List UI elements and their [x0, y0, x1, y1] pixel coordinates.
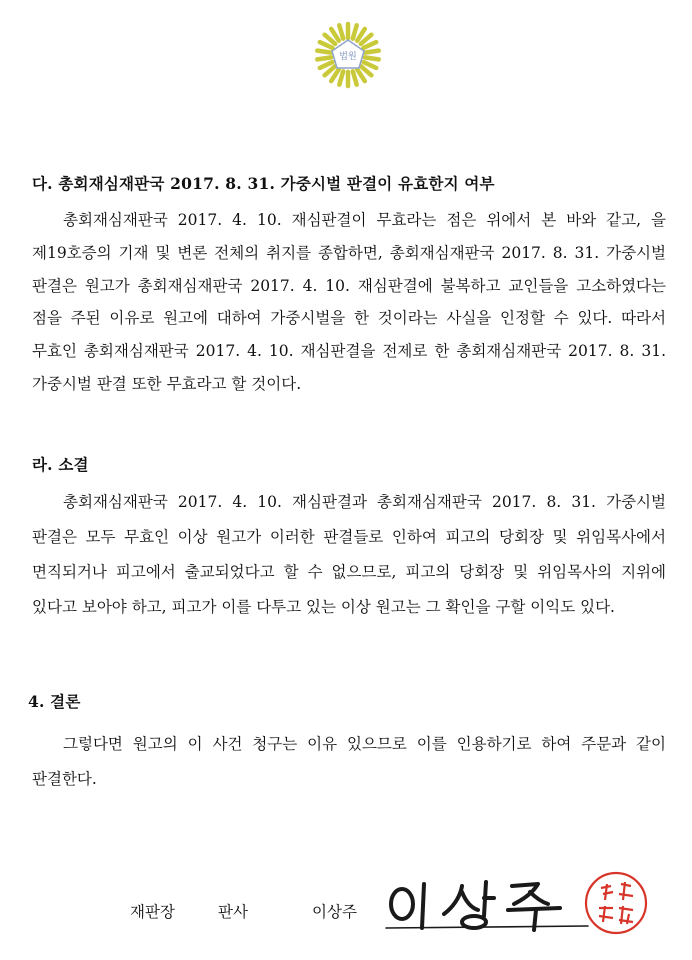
emblem-ray [317, 57, 331, 59]
emblem-ray [339, 25, 343, 38]
emblem-ray [365, 57, 379, 59]
court-emblem-icon [314, 18, 382, 98]
emblem-ray [339, 71, 343, 84]
section-da-paragraph: 총회재심재판국 2017. 4. 10. 재심판결이 무효라는 점은 위에서 본 바와 같고, 을 제19호증의 기재 및 변론 전체의 취지를 종합하면, 총회재심재판국 2017. 8. 31. 가중시벌 판결은 원고가 총회재심재판국 2017. 4. 10. 재심판결에 불복하고 교인들을 고소하였다는 점을 주된 이유로 원고에 대하여 가중시벌을 한 것이라는 사실을 인정할 수 있다. 따라서 무효인 총회재심재판국 2017. 4. 10. 재심판결을 전제로 한 총회재심재판국 2017. 8. 31. 가중시벌 판결 또한 무효라고 할 것이다. [32, 211, 666, 393]
judge-title: 재판장 [130, 903, 175, 921]
section-4-paragraph: 그렇다면 원고의 이 사건 청구는 이유 있으므로 이를 인용하기로 하여 주문과 같이 판결한다. [32, 735, 666, 788]
section-ra-paragraph: 총회재심재판국 2017. 4. 10. 재심판결과 총회재심재판국 2017. 8. 31. 가중시벌 판결은 모두 무효인 이상 원고가 이러한 판결들로 인하여 피고의 당회장 및 위임목사에서 면직되거나 피고에서 출교되었다고 할 수 없으므로, 피고의 당회장 및 위임목사의 지위에 있다고 보아야 하고, 피고가 이를 다투고 있는 이상 원고는 그 확인을 구할 이익도 있다. [32, 493, 666, 616]
judge-role: 판사 [218, 903, 248, 921]
emblem-text: 법원 [339, 52, 357, 62]
handwritten-signature [382, 876, 592, 934]
emblem-ray [320, 62, 333, 68]
emblem-ray [353, 25, 357, 38]
section-ra-heading: 라. 소결 [32, 455, 89, 474]
judge-seal-stamp [583, 870, 649, 936]
emblem-ray [364, 62, 377, 68]
emblem-ray [353, 71, 357, 84]
judge-name: 이상주 [312, 903, 357, 921]
emblem-ray [320, 42, 333, 48]
emblem-ray [365, 51, 379, 53]
emblem-ray [364, 42, 377, 48]
emblem-ray [317, 51, 331, 53]
section-da-heading: 다. 총회재심재판국 2017. 8. 31. 가중시벌 판결이 유효한지 여부 [32, 174, 495, 193]
section-4-heading: 4. 결론 [28, 692, 81, 711]
